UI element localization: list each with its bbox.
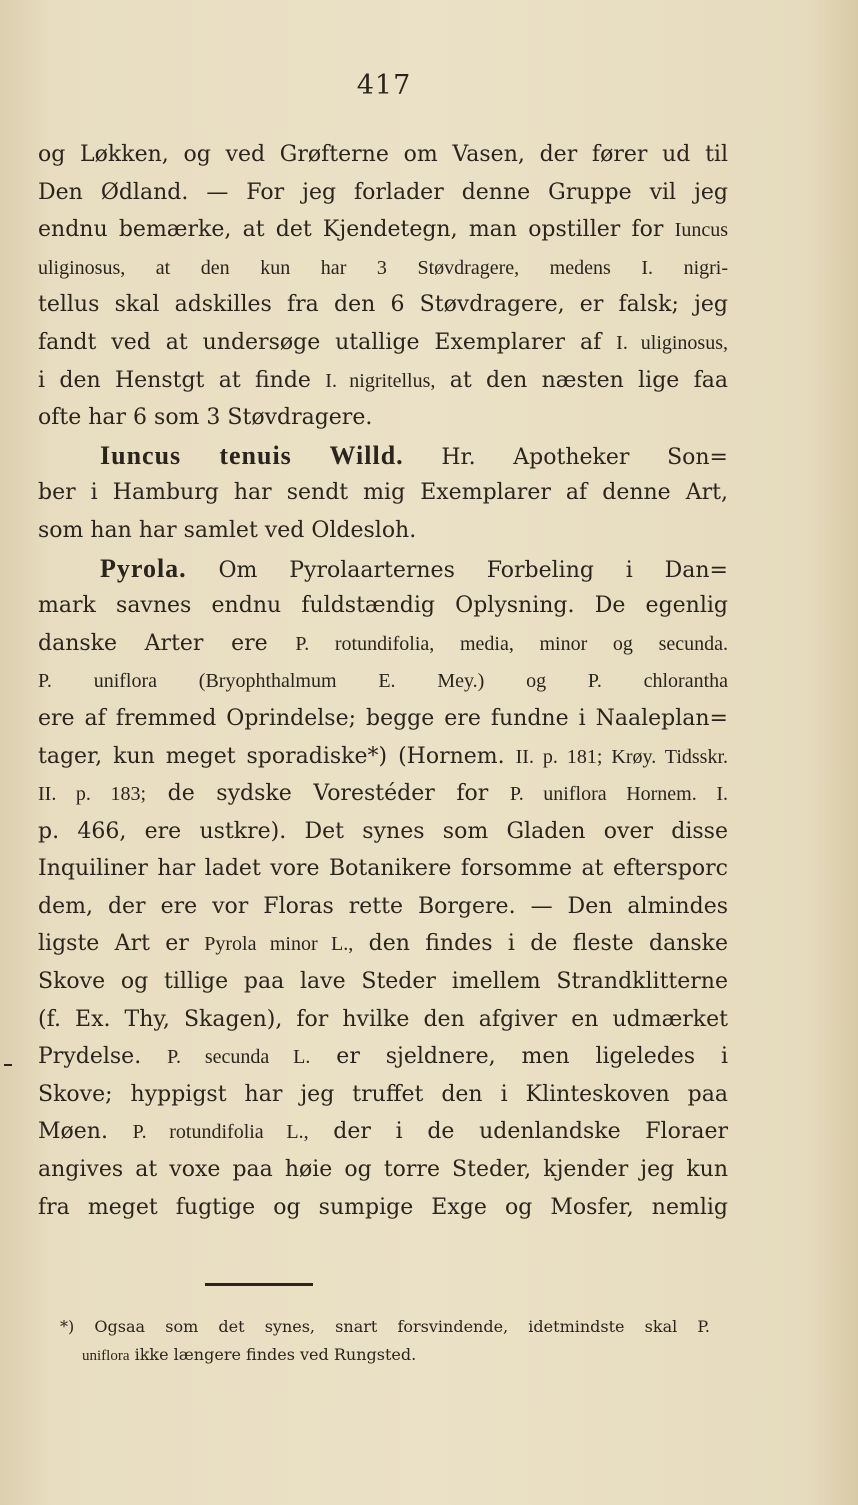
text-line: ere af fremmed Oprindelse; begge ere fundne i Naaleplan= (38, 705, 728, 731)
text-line: dem, der ere vor Floras rette Borgere. — Den almindes (38, 893, 728, 919)
text-line: p. 466, ere ustkre). Det synes som Gladen over disse (38, 818, 728, 844)
body-text (38, 136, 728, 1226)
text-line: ofte har 6 som 3 Støvdragere. (38, 405, 373, 431)
text-line: II. p. 183; de sydske Vorestéder for P. uniflora Hornem. I. (38, 781, 728, 807)
text-line: Inquiliner har ladet vore Botanikere forsomme at eftersporc (38, 856, 728, 882)
margin-mark (4, 1064, 12, 1066)
page-number: 417 (356, 70, 412, 101)
species-heading-line: Pyrola. Om Pyrolaarternes Forbeling i Dan= (100, 553, 728, 583)
text-line: ligste Art er Pyrola minor L., den findes i de fleste danske (38, 931, 728, 957)
text-line: ber i Hamburg har sendt mig Exemplarer af denne Art, (38, 480, 728, 506)
species-heading: Iuncus tenuis Willd. (100, 440, 404, 470)
text-line: mark savnes endnu fuldstændig Oplysning. De egenlig (38, 593, 728, 619)
text-line: Skove og tillige paa lave Steder imellem Strandklitterne (38, 969, 728, 995)
text-line: fra meget fugtige og sumpige Exge og Mosfer, nemlig (38, 1194, 728, 1220)
text-line: som han har samlet ved Oldesloh. (38, 517, 417, 543)
footnote (60, 1313, 710, 1369)
text-line: (f. Ex. Thy, Skagen), for hvilke den afgiver en udmærket (38, 1006, 728, 1032)
text-line: Den Ødland. — For jeg forlader denne Gruppe vil jeg (38, 179, 728, 205)
text-line: tager, kun meget sporadiske*) (Hornem. II. p. 181; Krøy. Tidsskr. (38, 743, 728, 769)
text-line: uliginosus, at den kun har 3 Støvdragere, medens I. nigri- (38, 256, 728, 279)
footnote-marker: *) (60, 1317, 75, 1336)
footnote-rule (205, 1283, 313, 1286)
genus-heading: Pyrola. (100, 553, 187, 583)
text-line: Prydelse. P. secunda L. er sjeldnere, men ligeledes i (38, 1044, 728, 1070)
text-line: P. uniflora (Bryophthalmum E. Mey.) og P. chlorantha (38, 670, 728, 693)
text-line: og Løkken, og ved Grøfterne om Vasen, der fører ud til (38, 142, 728, 167)
species-heading-line: Iuncus tenuis Willd. Hr. Apotheker Son= (100, 440, 728, 470)
text-line: endnu bemærke, at det Kjendetegn, man opstiller for Iuncus (38, 217, 728, 243)
footnote-line: *) Ogsaa som det synes, snart forsvindende, idetmindste skal P. (60, 1317, 710, 1336)
text-line: Skove; hyppigst har jeg truffet den i Klinteskoven paa (38, 1081, 728, 1107)
text-line: tellus skal adskilles fra den 6 Støvdragere, er falsk; jeg (38, 292, 728, 318)
footnote-line: uniflora ikke længere findes ved Rungsted. (82, 1345, 417, 1364)
text-line: danske Arter ere P. rotundifolia, media, minor og secunda. (38, 630, 728, 656)
text-line: angives at voxe paa høie og torre Steder, kjender jeg kun (38, 1157, 728, 1183)
text-line: i den Henstgt at finde I. nigritellus, at den næsten lige faa (38, 367, 728, 393)
text-line: Møen. P. rotundifolia L., der i de udenlandske Floraer (38, 1119, 728, 1145)
text-line: fandt ved at undersøge utallige Exemplarer af I. uliginosus, (38, 329, 728, 355)
